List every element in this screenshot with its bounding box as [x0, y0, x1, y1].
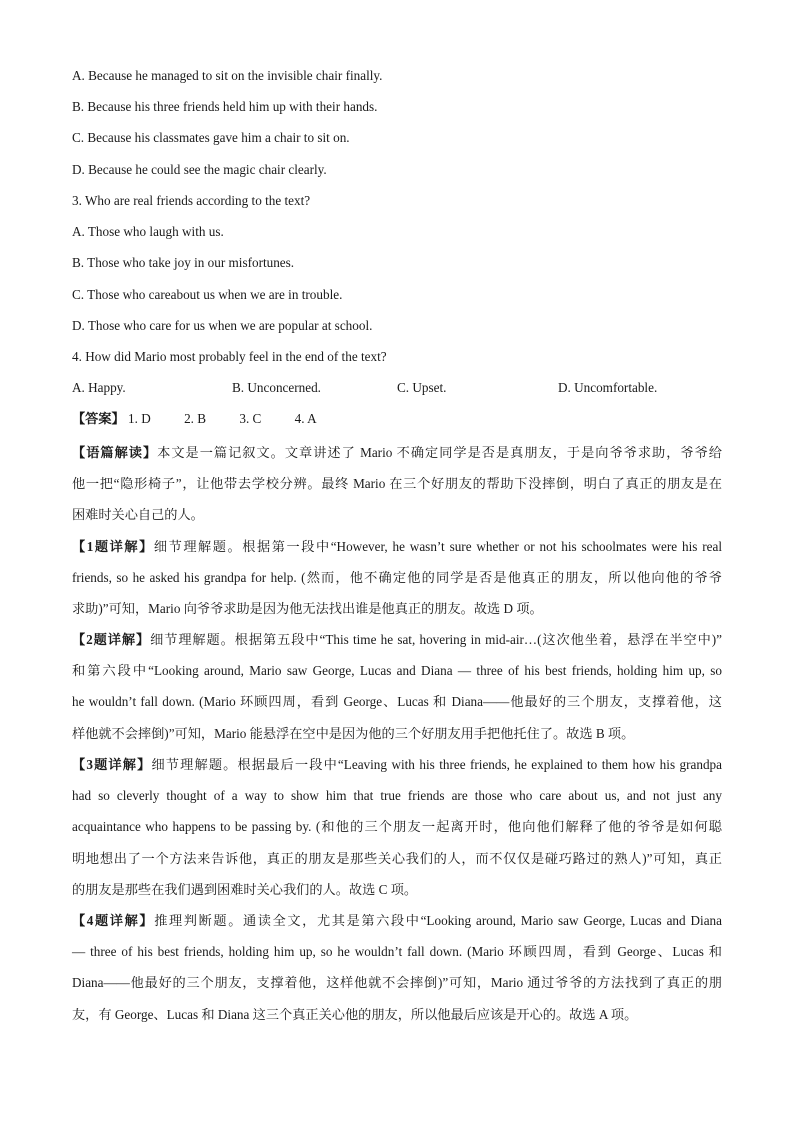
q4-stem: 4. How did Mario most probably feel in the end of the text?: [72, 349, 387, 364]
answer-key: [72, 409, 347, 429]
q4-options: [72, 378, 712, 398]
text-line: 推理判断题。通读全文，尤其是第六段中“Looking around, Mario saw George, Lucas and Diana: [154, 913, 723, 928]
q3-option-d: D. Those who care for us when we are popular at school.: [72, 318, 373, 333]
text-line: — three of his best friends, holding him up, so he wouldn’t fall down. (Mario 环顾四周，看到 George、Lucas 和: [72, 944, 722, 960]
detail-4-tag: 【4题详解】: [72, 913, 155, 928]
text-line: 本文是一篇记叙文。文章讲述了 Mario 不确定同学是否是真朋友，于是向爷爷求助，爷爷给: [157, 445, 722, 460]
q2-option-a: A. Because he managed to sit on the invisible chair finally.: [72, 68, 383, 83]
q3-option-b: B. Those who take joy in our misfortunes.: [72, 255, 295, 270]
q3-option-c: C. Those who careabout us when we are in trouble.: [72, 287, 343, 302]
q2-option-c: C. Because his classmates gave him a chair to sit on.: [72, 130, 350, 145]
q4-option-b: B. Unconcerned.: [232, 380, 321, 395]
detail-2: [72, 624, 722, 749]
text-line: acquaintance who happens to be passing by. (和他的三个朋友一起离开时，他向他们解释了他的爷爷是如何聪: [72, 819, 722, 835]
text-line: 细节理解题。根据第一段中“However, he wasn’t sure whether or not his schoolmates were his real: [153, 539, 722, 554]
text-line: 他一把“隐形椅子”，让他带去学校分辨。最终 Mario 在三个好朋友的帮助下没摔倒，明白了真正的朋友是在: [72, 476, 722, 492]
text-line: 明地想出了一个方法来告诉他，真正的朋友是那些关心我们的人，而不仅仅是碰巧路过的熟人)”可知，真正: [72, 850, 722, 866]
reading-tag: 【语篇解读】: [72, 445, 158, 460]
reading-explanation: [72, 437, 722, 531]
q4-option-d: D. Uncomfortable.: [558, 380, 658, 395]
answer-item: 2. B: [184, 411, 207, 426]
q4-option-a: A. Happy.: [72, 380, 126, 395]
text-line: 样他就不会摔倒)”可知，Mario 能悬浮在空中是因为他的三个好朋友用手把他托住了。故选 B 项。: [72, 725, 635, 741]
detail-1-tag: 【1题详解】: [72, 539, 154, 554]
text-line: 困难时关心自己的人。: [72, 507, 204, 523]
answer-item: 1. D: [128, 411, 151, 426]
q3-option-a: A. Those who laugh with us.: [72, 224, 224, 239]
detail-3: [72, 749, 722, 905]
detail-3-tag: 【3题详解】: [72, 757, 152, 772]
text-line: 的朋友是那些在我们遇到困难时关心我们的人。故选 C 项。: [72, 881, 418, 897]
text-line: 细节理解题。根据最后一段中“Leaving with his three friends, he explained to them how his grandpa: [151, 757, 722, 772]
detail-4: [72, 905, 722, 1030]
q4-option-c: C. Upset.: [397, 380, 447, 395]
text-line: had so cleverly thought of a way to show him that true friends are those who care about us, and not just any: [72, 788, 722, 804]
text-line: Diana——他最好的三个朋友，支撑着他，这样他就不会摔倒)”可知，Mario 通过爷爷的方法找到了真正的朋: [72, 975, 722, 991]
answer-item: 4. A: [294, 411, 317, 426]
answer-tag: 【答案】: [72, 411, 125, 426]
text-line: he wouldn’t fall down. (Mario 环顾四周，看到 George、Lucas 和 Diana——他最好的三个朋友，支撑着他，这: [72, 694, 722, 710]
text-line: 求助)”可知，Mario 向爷爷求助是因为他无法找出谁是他真正的朋友。故选 D 项。: [72, 601, 543, 617]
q3-stem: 3. Who are real friends according to the text?: [72, 193, 311, 208]
q2-option-b: B. Because his three friends held him up with their hands.: [72, 99, 378, 114]
text-line: friends, so he asked his grandpa for help. (然而，他不确定他的同学是否是他真正的朋友，所以他向他的爷爷: [72, 570, 722, 586]
detail-1: [72, 531, 722, 625]
text-line: 和第六段中“Looking around, Mario saw George, Lucas and Diana — three of his best friends, holding him up, so: [72, 663, 722, 679]
text-line: 细节理解题。根据第五段中“This time he sat, hovering in mid-air…(这次他坐着，悬浮在半空中)”: [150, 632, 722, 647]
answer-item: 3. C: [239, 411, 262, 426]
detail-2-tag: 【2题详解】: [72, 632, 151, 647]
text-line: 友，有 George、Lucas 和 Diana 这三个真正关心他的朋友，所以他最后应该是开心的。故选 A 项。: [72, 1006, 638, 1022]
q2-option-d: D. Because he could see the magic chair clearly.: [72, 162, 327, 177]
